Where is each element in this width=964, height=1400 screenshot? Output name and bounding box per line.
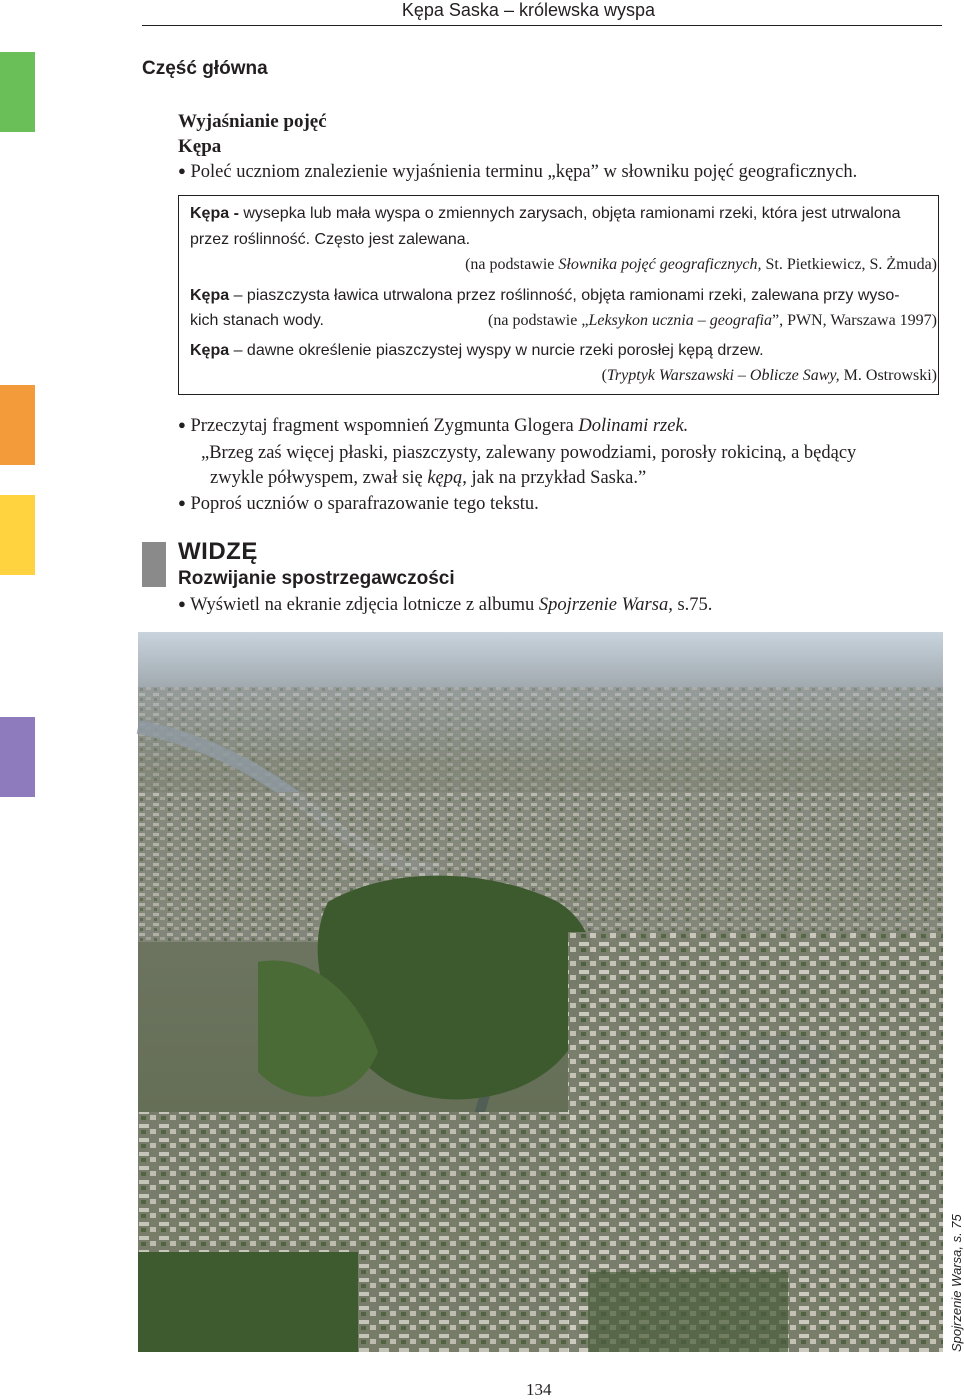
section-title: Część główna [142, 58, 268, 79]
explain-heading: Wyjaśnianie pojęć [178, 111, 327, 132]
reading-bullet-2 [178, 494, 539, 515]
widze-title: WIDZĘ [178, 538, 258, 565]
reading-bullet-1-title: Dolinami rzek. [578, 416, 689, 436]
definition-3-text: – dawne określenie piaszczystej wyspy w nurcie rzeki porosłej kępą drzew. [229, 342, 764, 359]
widze-marker-bar [142, 542, 166, 587]
bullet-icon: ● [178, 417, 186, 432]
quote-line-2 [210, 468, 646, 489]
widze-subtitle: Rozwijanie spostrzegawczości [178, 568, 455, 589]
definition-3-line-1 [190, 342, 764, 360]
definition-2-source-pre: (na podstawie „ [488, 312, 589, 329]
definition-1-source [465, 256, 937, 274]
definition-3-source [602, 367, 937, 385]
bullet-icon: ● [178, 596, 186, 611]
photo-credit: Spojrzenie Warsa, s. 75 [949, 1214, 964, 1352]
quote-line-2-emphasis: kępą [427, 468, 463, 488]
definition-1-line-2: przez roślinność. Często jest zalewana. [190, 231, 471, 248]
widze-bullet-title: Spojrzenie Warsa, [538, 595, 673, 615]
explain-term: Kępa [178, 136, 222, 157]
bullet-icon: ● [178, 495, 186, 510]
aerial-photo [138, 632, 943, 1352]
explain-bullet-text: Poleć uczniom znalezienie wyjaśnienia terminu „kępa” w słowniku pojęć geograficznych. [190, 162, 858, 182]
widze-bullet [178, 595, 712, 616]
yellow-tab [0, 495, 35, 575]
explain-bullet [178, 162, 857, 183]
reading-bullet-1-text: Przeczytaj fragment wspomnień Zygmunta Glogera [190, 416, 579, 436]
running-header: Kępa Saska – królewska wyspa [401, 0, 655, 20]
green-tab [0, 52, 35, 132]
header-rule [142, 25, 942, 26]
widze-bullet-text: Wyświetl na ekranie zdjęcia lotnicze z albumu [190, 595, 539, 615]
definition-3-term: Kępa [190, 342, 230, 359]
definition-1-source-pre: (na podstawie [465, 256, 559, 273]
definition-2-text: – piaszczysta ławica utrwalona przez roślinność, objęta ramionami rzeki, zalewana przy wyso- [229, 287, 900, 304]
definition-1-term: Kępa - [190, 205, 239, 222]
definition-3-source-pre: ( [601, 367, 607, 384]
definition-2-term: Kępa [190, 287, 230, 304]
definition-3-source-title: Tryptyk Warszawski – Oblicze Sawy, [606, 367, 840, 384]
definition-2-source-title: Leksykon ucznia – geografia [588, 312, 772, 329]
reading-bullet-1 [178, 416, 688, 437]
reading-bullet-2-text: Poproś uczniów o sparafrazowanie tego tekstu. [190, 494, 539, 514]
definition-1-source-post: St. Pietkiewicz, S. Żmuda) [761, 256, 937, 273]
quote-line-1: „Brzeg zaś więcej płaski, piaszczysty, zalewany powodziami, porosły rokiciną, a będący [201, 443, 857, 463]
page-number: 134 [526, 1380, 552, 1399]
definition-2-source [488, 312, 937, 330]
definition-2-source-post: ”, PWN, Warszawa 1997) [771, 312, 937, 329]
definition-2-line-1 [190, 287, 900, 305]
orange-tab [0, 385, 35, 465]
definition-1-text: wysepka lub mała wyspa o zmiennych zarysach, objęta ramionami rzeki, która jest utrwalona [238, 205, 901, 222]
quote-line-2-post: , jak na przykład Saska.” [462, 468, 647, 488]
quote-line-2-pre: zwykle półwyspem, zwał się [210, 468, 428, 488]
widze-bullet-post: s.75. [672, 595, 713, 615]
definition-1-line-1 [190, 205, 901, 223]
bullet-icon: ● [178, 163, 186, 178]
definition-3-source-post: M. Ostrowski) [839, 367, 937, 384]
definition-1-source-title: Słownika pojęć geograficznych, [558, 256, 762, 273]
definition-2-line-2: kich stanach wody. [190, 312, 324, 329]
purple-tab [0, 717, 35, 797]
